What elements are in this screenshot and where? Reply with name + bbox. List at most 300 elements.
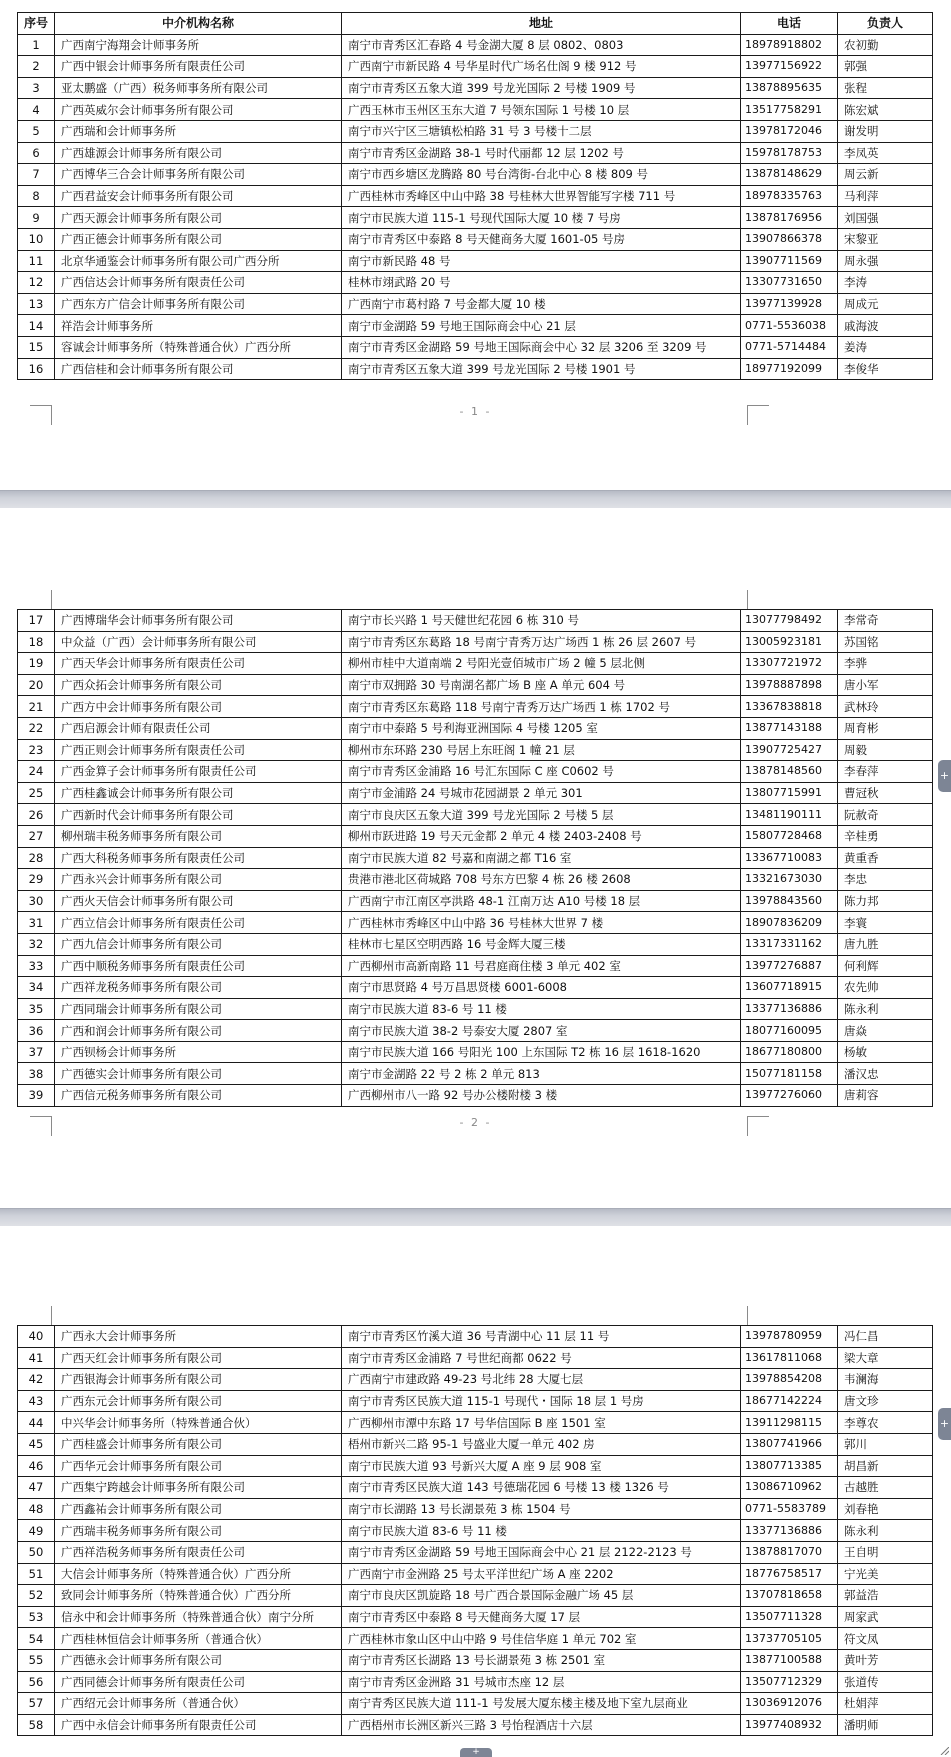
table-row	[18, 1628, 933, 1650]
address-cell: 南宁市青秀区汇春路 4 号金湖大厦 8 层 0802、0803	[342, 34, 741, 56]
agency-name-cell: 柳州瑞丰税务师事务所有限公司	[55, 825, 342, 847]
serial-cell: 29	[18, 869, 55, 891]
page-number: - 2 -	[459, 1116, 492, 1129]
agency-table-page-3	[17, 1325, 933, 1736]
person-cell: 李忠	[838, 869, 933, 891]
address-cell: 柳州市东环路 230 号居上东旺阁 1 幢 21 层	[342, 739, 741, 761]
serial-cell: 18	[18, 631, 55, 653]
person-cell: 张道传	[838, 1671, 933, 1693]
table-row	[18, 142, 933, 164]
page-gap	[0, 490, 951, 508]
expand-bottom-button[interactable]: +	[460, 1748, 492, 1757]
person-cell: 潘明师	[838, 1714, 933, 1736]
serial-cell: 32	[18, 933, 55, 955]
table-row	[18, 761, 933, 783]
table-row	[18, 293, 933, 315]
phone-cell: 18978918802	[741, 34, 838, 56]
table-row	[18, 933, 933, 955]
phone-cell: 13878895635	[741, 77, 838, 99]
person-cell: 姜涛	[838, 336, 933, 358]
person-cell: 古越胜	[838, 1477, 933, 1499]
phone-cell: 13807741966	[741, 1433, 838, 1455]
agency-name-cell: 广西火天信会计师事务所有限公司	[55, 890, 342, 912]
table-row	[18, 1347, 933, 1369]
person-cell: 何利辉	[838, 955, 933, 977]
person-cell: 陈永利	[838, 1520, 933, 1542]
serial-cell: 28	[18, 847, 55, 869]
agency-name-cell: 广西新时代会计师事务所有限公司	[55, 804, 342, 826]
address-cell: 南宁市思贤路 4 号万昌思贤楼 6001-6008	[342, 977, 741, 999]
agency-name-cell: 广西启源会计师有限责任公司	[55, 717, 342, 739]
address-cell: 南宁市青秀区东葛路 18 号南宁青秀万达广场西 1 栋 26 层 2607 号	[342, 631, 741, 653]
phone-cell: 13807715991	[741, 782, 838, 804]
address-cell: 南宁市民族大道 166 号阳光 100 上东国际 T2 栋 16 层 1618-1620	[342, 1041, 741, 1063]
person-cell: 郭强	[838, 56, 933, 78]
address-cell: 南宁市金湖路 59 号地王国际商会中心 21 层	[342, 315, 741, 337]
table-row	[18, 610, 933, 632]
table-row	[18, 1390, 933, 1412]
phone-cell: 13978780959	[741, 1326, 838, 1348]
table-row	[18, 1455, 933, 1477]
crop-mark	[747, 1306, 769, 1326]
table-row	[18, 955, 933, 977]
person-cell: 马利萍	[838, 185, 933, 207]
table-row	[18, 185, 933, 207]
agency-name-cell: 广西华元会计师事务所有限公司	[55, 1455, 342, 1477]
person-cell: 戚海波	[838, 315, 933, 337]
serial-cell: 44	[18, 1412, 55, 1434]
address-cell: 广西南宁市葛村路 7 号金都大厦 10 楼	[342, 293, 741, 315]
phone-cell: 13911298115	[741, 1412, 838, 1434]
address-cell: 广西柳州市八一路 92 号办公楼附楼 3 楼	[342, 1085, 741, 1107]
serial-cell: 10	[18, 228, 55, 250]
person-cell: 辛桂勇	[838, 825, 933, 847]
agency-name-cell: 广西南宁海翔会计师事务所	[55, 34, 342, 56]
table-row	[18, 1541, 933, 1563]
agency-table-page-2	[17, 609, 933, 1107]
agency-name-cell: 广西正德会计师事务所有限公司	[55, 228, 342, 250]
address-cell: 南宁市青秀区金湖路 38-1 号时代丽都 12 层 1202 号	[342, 142, 741, 164]
agency-name-cell: 广西永大会计师事务所	[55, 1326, 342, 1348]
serial-cell: 16	[18, 358, 55, 380]
phone-cell: 13878176956	[741, 207, 838, 229]
person-cell: 周育彬	[838, 717, 933, 739]
address-cell: 南宁市青秀区金洲路 31 号城市杰座 12 层	[342, 1671, 741, 1693]
agency-name-cell: 广西大科税务师事务所有限责任公司	[55, 847, 342, 869]
serial-cell: 54	[18, 1628, 55, 1650]
person-cell: 唐九胜	[838, 933, 933, 955]
page-number: - 1 -	[459, 405, 492, 418]
serial-cell: 12	[18, 272, 55, 294]
table-row	[18, 56, 933, 78]
serial-cell: 19	[18, 653, 55, 675]
address-cell: 南宁市青秀区金浦路 16 号汇东国际 C 座 C0602 号	[342, 761, 741, 783]
phone-cell: 15077181158	[741, 1063, 838, 1085]
phone-cell: 13877100588	[741, 1649, 838, 1671]
address-cell: 广西桂林市象山区中山中路 9 号佳信华庭 1 单元 702 室	[342, 1628, 741, 1650]
phone-cell: 13877143188	[741, 717, 838, 739]
agency-name-cell: 致同会计师事务所（特殊普通合伙）广西分所	[55, 1585, 342, 1607]
person-cell: 李凤英	[838, 142, 933, 164]
phone-cell: 13878817070	[741, 1541, 838, 1563]
person-cell: 周毅	[838, 739, 933, 761]
address-cell: 广西南宁市江南区亭洪路 48-1 江南万达 A10 号楼 18 层	[342, 890, 741, 912]
serial-cell: 22	[18, 717, 55, 739]
table-row	[18, 1563, 933, 1585]
phone-cell: 13878148560	[741, 761, 838, 783]
agency-name-cell: 广西雄源会计师事务所有限公司	[55, 142, 342, 164]
agency-name-cell: 中众益（广西）会计师事务所有限公司	[55, 631, 342, 653]
table-row	[18, 717, 933, 739]
table-row	[18, 228, 933, 250]
agency-name-cell: 广西天华会计师事务所有限责任公司	[55, 653, 342, 675]
address-cell: 南宁市青秀区金浦路 7 号世纪商都 0622 号	[342, 1347, 741, 1369]
phone-cell: 13907725427	[741, 739, 838, 761]
phone-cell: 18677142224	[741, 1390, 838, 1412]
address-cell: 南宁市良庆区五象大道 399 号龙光国际 2 号楼 5 层	[342, 804, 741, 826]
serial-cell: 42	[18, 1369, 55, 1391]
agency-name-cell: 广西集宁跨越会计师事务所有限公司	[55, 1477, 342, 1499]
serial-cell: 58	[18, 1714, 55, 1736]
table-row	[18, 1520, 933, 1542]
table-row	[18, 1412, 933, 1434]
address-cell: 南宁市新民路 48 号	[342, 250, 741, 272]
address-cell: 南宁市民族大道 82 号嘉和南湖之都 T16 室	[342, 847, 741, 869]
phone-cell: 13507711328	[741, 1606, 838, 1628]
address-cell: 桂林市七星区空明西路 16 号金辉大厦三楼	[342, 933, 741, 955]
document-page-3	[0, 1226, 951, 1757]
table-row	[18, 315, 933, 337]
serial-cell: 17	[18, 610, 55, 632]
serial-cell: 7	[18, 164, 55, 186]
address-cell: 贵港市港北区荷城路 708 号东方巴黎 4 栋 26 楼 2608	[342, 869, 741, 891]
agency-name-cell: 广西金算子会计师事务所有限责任公司	[55, 761, 342, 783]
phone-cell: 18978335763	[741, 185, 838, 207]
table-row	[18, 782, 933, 804]
agency-name-cell: 广西东方广信会计师事务所有限公司	[55, 293, 342, 315]
table-row	[18, 1085, 933, 1107]
table-row	[18, 1063, 933, 1085]
serial-cell: 27	[18, 825, 55, 847]
phone-cell: 0771-5714484	[741, 336, 838, 358]
agency-name-cell: 广西方中会计师事务所有限公司	[55, 696, 342, 718]
agency-name-cell: 中兴华会计师事务所（特殊普通合伙）	[55, 1412, 342, 1434]
person-cell: 周成元	[838, 293, 933, 315]
agency-name-cell: 广西立信会计师事务所有限责任公司	[55, 912, 342, 934]
phone-cell: 13977408932	[741, 1714, 838, 1736]
serial-cell: 41	[18, 1347, 55, 1369]
serial-cell: 55	[18, 1649, 55, 1671]
agency-name-cell: 广西中永信会计师事务所有限责任公司	[55, 1714, 342, 1736]
serial-cell: 57	[18, 1693, 55, 1715]
serial-cell: 8	[18, 185, 55, 207]
address-cell: 南宁市青秀区五象大道 399 号龙光国际 2 号楼 1901 号	[342, 358, 741, 380]
person-cell: 曹冠秋	[838, 782, 933, 804]
agency-name-cell: 广西德实会计师事务所有限公司	[55, 1063, 342, 1085]
table-row	[18, 1326, 933, 1348]
serial-cell: 50	[18, 1541, 55, 1563]
serial-cell: 45	[18, 1433, 55, 1455]
person-cell: 陈永利	[838, 998, 933, 1020]
serial-cell: 26	[18, 804, 55, 826]
serial-cell: 9	[18, 207, 55, 229]
table-row	[18, 34, 933, 56]
agency-name-cell: 广西信桂和会计师事务所有限公司	[55, 358, 342, 380]
person-cell: 郭川	[838, 1433, 933, 1455]
address-cell: 广西柳州市高新南路 11 号君庭商住楼 3 单元 402 室	[342, 955, 741, 977]
table-row	[18, 1693, 933, 1715]
phone-cell: 13978843560	[741, 890, 838, 912]
person-cell: 宋黎亚	[838, 228, 933, 250]
agency-name-cell: 祥浩会计师事务所	[55, 315, 342, 337]
phone-cell: 13607718915	[741, 977, 838, 999]
table-row	[18, 164, 933, 186]
crop-mark	[30, 1116, 52, 1136]
table-row	[18, 1369, 933, 1391]
phone-cell: 13307731650	[741, 272, 838, 294]
serial-cell: 43	[18, 1390, 55, 1412]
phone-cell: 18907836209	[741, 912, 838, 934]
agency-name-cell: 广西信达会计师事务所有限责任公司	[55, 272, 342, 294]
person-cell: 王自明	[838, 1541, 933, 1563]
phone-cell: 18677180800	[741, 1041, 838, 1063]
phone-cell: 15978178753	[741, 142, 838, 164]
serial-cell: 2	[18, 56, 55, 78]
address-cell: 南宁市青秀区民族大道 115-1 号现代・国际 18 层 1 号房	[342, 1390, 741, 1412]
page-gap	[0, 1208, 951, 1226]
person-cell: 黄重香	[838, 847, 933, 869]
agency-name-cell: 广西鑫祐会计师事务所有限公司	[55, 1498, 342, 1520]
agency-name-cell: 广西德永会计师事务所有限公司	[55, 1649, 342, 1671]
serial-cell: 30	[18, 890, 55, 912]
table-row	[18, 1649, 933, 1671]
agency-name-cell: 广西中银会计师事务所有限责任公司	[55, 56, 342, 78]
document-page-1	[0, 0, 951, 490]
table-row	[18, 207, 933, 229]
table-row	[18, 272, 933, 294]
agency-name-cell: 广西博瑞华会计师事务所有限公司	[55, 610, 342, 632]
table-header-row	[18, 13, 933, 35]
address-cell: 南宁市青秀区金湖路 59 号地王国际商会中心 32 层 3206 至 3209 号	[342, 336, 741, 358]
person-cell: 陈宏斌	[838, 99, 933, 121]
person-cell: 张程	[838, 77, 933, 99]
phone-cell: 13977276887	[741, 955, 838, 977]
table-row	[18, 1714, 933, 1736]
crop-mark	[30, 1306, 52, 1326]
person-cell: 李春萍	[838, 761, 933, 783]
phone-cell: 13317331162	[741, 933, 838, 955]
address-cell: 南宁市青秀区五象大道 399 号龙光国际 2 号楼 1909 号	[342, 77, 741, 99]
address-cell: 南宁市青秀区中泰路 8 号天健商务大厦 1601-05 号房	[342, 228, 741, 250]
table-row	[18, 250, 933, 272]
serial-cell: 11	[18, 250, 55, 272]
phone-cell: 15807728468	[741, 825, 838, 847]
agency-name-cell: 广西瑞丰税务师事务所有限公司	[55, 1520, 342, 1542]
person-cell: 郭益浩	[838, 1585, 933, 1607]
agency-name-cell: 广西天源会计师事务所有限公司	[55, 207, 342, 229]
crop-mark	[747, 590, 769, 610]
serial-cell: 35	[18, 998, 55, 1020]
phone-cell: 13907866378	[741, 228, 838, 250]
table-row	[18, 77, 933, 99]
table-row	[18, 912, 933, 934]
person-cell: 唐小军	[838, 674, 933, 696]
crop-mark	[30, 405, 52, 425]
phone-cell: 18977192099	[741, 358, 838, 380]
person-cell: 宁光美	[838, 1563, 933, 1585]
table-row	[18, 674, 933, 696]
serial-cell: 53	[18, 1606, 55, 1628]
person-cell: 符文凤	[838, 1628, 933, 1650]
agency-name-cell: 广西众拓会计师事务所有限公司	[55, 674, 342, 696]
phone-cell: 13807713385	[741, 1455, 838, 1477]
agency-name-cell: 广西桂林恒信会计师事务所（普通合伙）	[55, 1628, 342, 1650]
phone-cell: 18077160095	[741, 1020, 838, 1042]
serial-cell: 25	[18, 782, 55, 804]
serial-cell: 38	[18, 1063, 55, 1085]
serial-cell: 15	[18, 336, 55, 358]
agency-name-cell: 广西君益安会计师事务所有限公司	[55, 185, 342, 207]
agency-name-cell: 广西同瑞会计师事务所有限公司	[55, 998, 342, 1020]
phone-cell: 13978172046	[741, 120, 838, 142]
table-row	[18, 120, 933, 142]
table-row	[18, 1020, 933, 1042]
person-cell: 农初勤	[838, 34, 933, 56]
agency-name-cell: 广西正则会计师事务所有限责任公司	[55, 739, 342, 761]
phone-cell: 13005923181	[741, 631, 838, 653]
agency-name-cell: 广西永兴会计师事务所有限公司	[55, 869, 342, 891]
agency-name-cell: 北京华通鉴会计师事务所有限公司广西分所	[55, 250, 342, 272]
serial-cell: 6	[18, 142, 55, 164]
agency-name-cell: 广西中顺税务师事务所有限责任公司	[55, 955, 342, 977]
serial-cell: 48	[18, 1498, 55, 1520]
serial-cell: 36	[18, 1020, 55, 1042]
serial-cell: 5	[18, 120, 55, 142]
person-cell: 刘春艳	[838, 1498, 933, 1520]
address-cell: 南宁市金湖路 22 号 2 栋 2 单元 813	[342, 1063, 741, 1085]
serial-cell: 23	[18, 739, 55, 761]
agency-name-cell: 广西东元会计师事务所有限公司	[55, 1390, 342, 1412]
person-cell: 陈力邦	[838, 890, 933, 912]
phone-cell: 18776758517	[741, 1563, 838, 1585]
table-row	[18, 1606, 933, 1628]
serial-cell: 49	[18, 1520, 55, 1542]
phone-cell: 13077798492	[741, 610, 838, 632]
person-cell: 周云新	[838, 164, 933, 186]
table-row	[18, 825, 933, 847]
table-row	[18, 869, 933, 891]
crop-mark	[747, 1116, 769, 1136]
table-row	[18, 847, 933, 869]
serial-cell: 33	[18, 955, 55, 977]
agency-name-cell: 广西绍元会计师事务所（普通合伙）	[55, 1693, 342, 1715]
agency-name-cell: 亚太鹏盛（广西）税务师事务所有限公司	[55, 77, 342, 99]
address-cell: 桂林市翊武路 20 号	[342, 272, 741, 294]
phone-cell: 13321673030	[741, 869, 838, 891]
phone-cell: 13977156922	[741, 56, 838, 78]
table-row	[18, 358, 933, 380]
agency-name-cell: 广西祥浩税务师事务所有限责任公司	[55, 1541, 342, 1563]
address-cell: 南宁市青秀区东葛路 118 号南宁青秀万达广场西 1 栋 1702 号	[342, 696, 741, 718]
serial-cell: 4	[18, 99, 55, 121]
person-cell: 梁大章	[838, 1347, 933, 1369]
address-cell: 南宁市民族大道 93 号新兴大厦 A 座 9 层 908 室	[342, 1455, 741, 1477]
table-row	[18, 1433, 933, 1455]
phone-cell: 13978887898	[741, 674, 838, 696]
agency-name-cell: 广西和润会计师事务所有限公司	[55, 1020, 342, 1042]
table-row	[18, 631, 933, 653]
address-cell: 南宁市民族大道 115-1 号现代国际大厦 10 楼 7 号房	[342, 207, 741, 229]
address-cell: 南宁市青秀区竹溪大道 36 号青湖中心 11 层 11 号	[342, 1326, 741, 1348]
phone-cell: 13367710083	[741, 847, 838, 869]
address-cell: 南宁市青秀区民族大道 143 号德瑞花园 6 号楼 13 楼 1326 号	[342, 1477, 741, 1499]
serial-cell: 14	[18, 315, 55, 337]
agency-table-page-1	[17, 12, 933, 380]
address-cell: 广西南宁市建政路 49-23 号北纬 28 大厦七层	[342, 1369, 741, 1391]
person-cell: 杜娟萍	[838, 1693, 933, 1715]
agency-name-cell: 广西九信会计师事务所有限公司	[55, 933, 342, 955]
table-row	[18, 1498, 933, 1520]
agency-name-cell: 广西银海会计师事务所有限公司	[55, 1369, 342, 1391]
expand-tab-button[interactable]: +	[938, 1408, 951, 1440]
table-row	[18, 1041, 933, 1063]
table-row	[18, 336, 933, 358]
crop-mark	[30, 590, 52, 610]
person-cell: 李常奇	[838, 610, 933, 632]
address-cell: 南宁市民族大道 83-6 号 11 楼	[342, 998, 741, 1020]
agency-name-cell: 广西英威尔会计师事务所有限公司	[55, 99, 342, 121]
serial-cell: 51	[18, 1563, 55, 1585]
serial-cell: 31	[18, 912, 55, 934]
address-cell: 广西南宁市金洲路 25 号太平洋世纪广场 A 座 2202	[342, 1563, 741, 1585]
phone-cell: 13707818658	[741, 1585, 838, 1607]
address-cell: 广西桂林市秀峰区中山中路 38 号桂林大世界智能写字楼 711 号	[342, 185, 741, 207]
phone-cell: 13737705105	[741, 1628, 838, 1650]
phone-cell: 13036912076	[741, 1693, 838, 1715]
agency-name-cell: 广西博华三合会计师事务所有限公司	[55, 164, 342, 186]
table-row	[18, 998, 933, 1020]
address-cell: 广西梧州市长洲区新兴三路 3 号怡程酒店十六层	[342, 1714, 741, 1736]
header-agency-name: 中介机构名称	[55, 13, 342, 35]
serial-cell: 13	[18, 293, 55, 315]
serial-cell: 1	[18, 34, 55, 56]
agency-name-cell: 广西桂盛会计师事务所有限公司	[55, 1433, 342, 1455]
resize-grip-icon[interactable]	[939, 1747, 949, 1755]
address-cell: 南宁市兴宁区三塘镇松柏路 31 号 3 号楼十二层	[342, 120, 741, 142]
table-row	[18, 890, 933, 912]
agency-name-cell: 信永中和会计师事务所（特殊普通合伙）南宁分所	[55, 1606, 342, 1628]
person-cell: 阮赦奇	[838, 804, 933, 826]
serial-cell: 3	[18, 77, 55, 99]
phone-cell: 13617811068	[741, 1347, 838, 1369]
person-cell: 李尊农	[838, 1412, 933, 1434]
address-cell: 南宁青秀区民族大道 111-1 号发展大厦东楼主楼及地下室九层商业	[342, 1693, 741, 1715]
person-cell: 李俊华	[838, 358, 933, 380]
person-cell: 李涛	[838, 272, 933, 294]
address-cell: 梧州市新兴二路 95-1 号盛业大厦一单元 402 房	[342, 1433, 741, 1455]
phone-cell: 13367838818	[741, 696, 838, 718]
header-address: 地址	[342, 13, 741, 35]
expand-tab-button[interactable]: +	[938, 760, 951, 792]
address-cell: 南宁市良庆区凯旋路 18 号广西合景国际金融广场 45 层	[342, 1585, 741, 1607]
address-cell: 广西桂林市秀峰区中山中路 36 号桂林大世界 7 楼	[342, 912, 741, 934]
agency-name-cell: 广西桂鑫诚会计师事务所有限公司	[55, 782, 342, 804]
address-cell: 南宁市长兴路 1 号天健世纪花园 6 栋 310 号	[342, 610, 741, 632]
person-cell: 武林玲	[838, 696, 933, 718]
serial-cell: 20	[18, 674, 55, 696]
phone-cell: 13086710962	[741, 1477, 838, 1499]
person-cell: 唐焱	[838, 1020, 933, 1042]
